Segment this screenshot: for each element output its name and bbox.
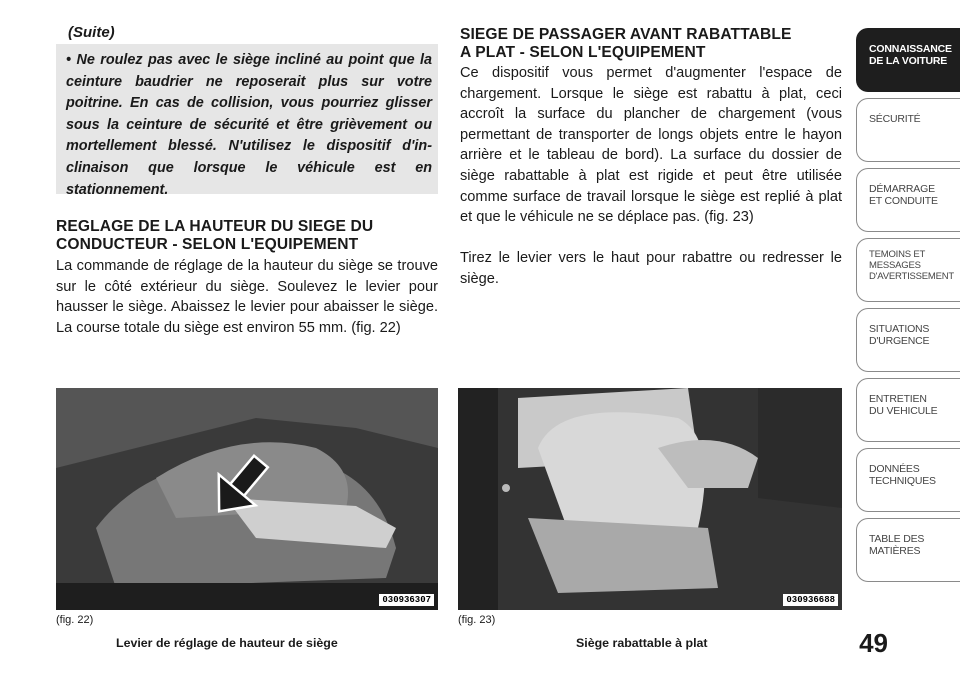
left-section-body: La commande de réglage de la hauteur du siège se trouve sur le côté extérieur du siège. Soulevez le levier pour hausser le siège. Abaissez le levier pour abaisser le siège. La course totale du siège est environ 55 mm. (fig. 22) bbox=[56, 258, 438, 336]
warning-text: • Ne roulez pas avec le siège incliné au point que la ceinture baudrier ne reposerait plus sur votre poitrine. En cas de collision, vous pourriez glisser sous la ceinture de sécurité et être grièvement ou mortellement blessé. N'utilisez le dispositif d'in-clinaison que lorsque le véhicule est en stationnement. bbox=[66, 52, 432, 198]
right-section-body1: Ce dispositif vous permet d'augmenter l'espace de chargement. Lorsque le siège est rabattu à plat, ceci accroît la surface du plancher de chargement (vous permettant de transporter de longs objets entre le hayon arrière et le tableau de bord). La surface du dossier de siège rabattable à plat est rigide et peut être utilisée comme surface de travail lorsque le siège est replié à plat et que le véhicule ne se déplace pas. (fig. 23) bbox=[460, 65, 842, 226]
seat-lever-illustration bbox=[56, 388, 438, 610]
right-section-body2: Tirez le levier vers le haut pour rabattre ou redresser le siège. bbox=[460, 250, 842, 287]
page-number: 49 bbox=[859, 628, 888, 658]
tab-donnees[interactable]: DONNÉES TECHNIQUES bbox=[856, 448, 960, 512]
right-section-title-line1: SIEGE DE PASSAGER AVANT RABATTABLE bbox=[460, 26, 792, 43]
tab-situations[interactable]: SITUATIONS D'URGENCE bbox=[856, 308, 960, 372]
tab-entretien[interactable]: ENTRETIEN DU VEHICULE bbox=[856, 378, 960, 442]
tab-temoins[interactable]: TEMOINS ET MESSAGES D'AVERTISSEMENT bbox=[856, 238, 960, 302]
left-section-title-line2: CONDUCTEUR - SELON L'EQUIPEMENT bbox=[56, 236, 359, 253]
figure-22-image bbox=[56, 388, 438, 610]
tab-demarrage[interactable]: DÉMARRAGE ET CONDUITE bbox=[856, 168, 960, 232]
tab-table[interactable]: TABLE DES MATIÈRES bbox=[856, 518, 960, 582]
tab-connaissance[interactable]: CONNAISSANCE DE LA VOITURE bbox=[856, 28, 960, 92]
chapter-tabs bbox=[856, 28, 960, 588]
figure-23-caption: Siège rabattable à plat bbox=[576, 636, 708, 650]
figure-23-label: (fig. 23) bbox=[458, 614, 496, 626]
continuation-label: (Suite) bbox=[68, 24, 115, 41]
right-section-title-line2: A PLAT - SELON L'EQUIPEMENT bbox=[460, 44, 706, 61]
tab-securite[interactable]: SÉCURITÉ bbox=[856, 98, 960, 162]
left-section-title-line1: REGLAGE DE LA HAUTEUR DU SIEGE DU bbox=[56, 218, 374, 235]
figure-22-label: (fig. 22) bbox=[56, 614, 94, 626]
figure-22-code: 030936307 bbox=[379, 594, 434, 606]
flat-seat-illustration bbox=[458, 388, 842, 610]
figure-22-caption: Levier de réglage de hauteur de siège bbox=[116, 636, 338, 650]
figure-23-code: 030936688 bbox=[783, 594, 838, 606]
figure-23-image bbox=[458, 388, 842, 610]
warning-body: Ne roulez pas avec le siège incliné au point que la ceinture baudrier ne reposerait plus sur votre poitrine. En cas de collision, vous pourriez glisser sous la ceinture de sécurité et être grièvement ou mortellement blessé. N'utilisez le dispositif d'in-clinaison que lorsque le véhicule est en stationnement. bbox=[66, 52, 432, 198]
